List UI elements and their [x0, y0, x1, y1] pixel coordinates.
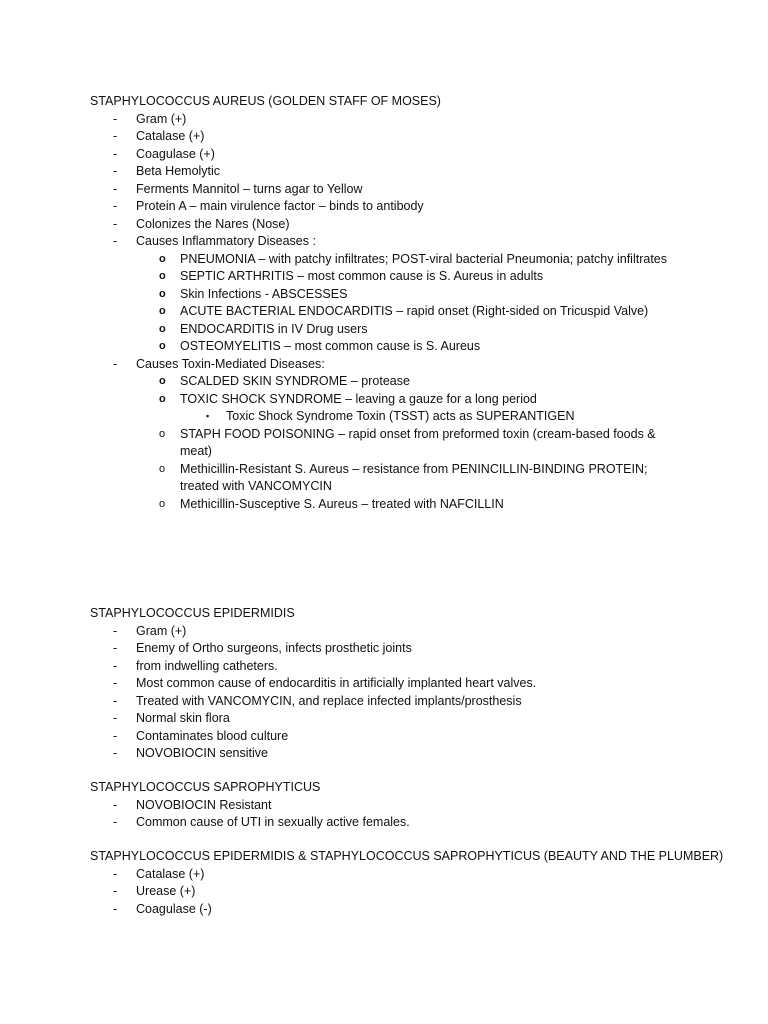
dash-bullet: - — [113, 181, 118, 196]
dash-bullet: - — [113, 746, 118, 760]
circle-bullet: o — [159, 462, 166, 475]
dash-bullet: - — [113, 623, 118, 638]
dash-bullet: - — [113, 641, 118, 655]
sub-list-item — [90, 303, 750, 321]
sub-list-item-text: SCALDED SKIN SYNDROME – protease — [180, 374, 410, 388]
circle-bullet: o — [159, 252, 166, 265]
list-item-text: Causes Inflammatory Diseases : — [136, 234, 316, 248]
list-item-text: Beta Hemolytic — [136, 164, 221, 178]
sub-list-item-text: Methicillin-Resistant S. Aureus – resistance from PENINCILLIN-BINDING PROTEIN; treated with VANCOMYCIN — [180, 461, 648, 493]
circle-bullet: o — [159, 305, 166, 317]
sub-list-item — [90, 286, 750, 304]
list-item-text: Normal skin flora — [136, 711, 230, 725]
list-item — [90, 728, 750, 746]
sub-list-item-text: SEPTIC ARTHRITIS – most common cause is S. Aureus in adults — [180, 269, 544, 283]
section-heading: STAPHYLOCOCCUS SAPROPHYTICUS — [90, 780, 321, 794]
sub-list-item — [90, 496, 750, 514]
section-s-aureus — [90, 93, 750, 513]
list-item-text: Urease (+) — [136, 884, 196, 898]
sub-list-item — [90, 461, 750, 496]
sub-list-item-text: OSTEOMYELITIS – most common cause is S. Aureus — [180, 339, 481, 353]
dash-bullet: - — [113, 728, 118, 743]
list-item — [90, 883, 750, 901]
sub-sub-list-item — [90, 408, 750, 426]
list-item-text: Coagulase (+) — [136, 146, 215, 161]
circle-bullet: o — [159, 497, 166, 510]
list-item — [90, 111, 750, 129]
section-s-epidermidis — [90, 605, 750, 763]
square-bullet: ▪ — [206, 411, 210, 421]
list-item-text: Colonizes the Nares (Nose) — [136, 216, 290, 231]
list-item-text: Enemy of Ortho surgeons, infects prosthetic joints — [136, 641, 412, 655]
circle-bullet: o — [159, 392, 166, 405]
dash-bullet: - — [113, 676, 118, 690]
list-item-text: NOVOBIOCIN Resistant — [136, 797, 272, 812]
sub-list-item — [90, 373, 750, 391]
dash-bullet: - — [113, 234, 118, 248]
list-item-text: Causes Toxin-Mediated Diseases: — [136, 356, 325, 371]
list-item — [90, 356, 750, 374]
section-heading: STAPHYLOCOCCUS AUREUS (GOLDEN STAFF OF MOSES) — [90, 94, 441, 108]
dash-bullet: - — [113, 146, 118, 161]
list-item-text: Coagulase (-) — [136, 901, 212, 916]
dash-bullet: - — [113, 356, 118, 371]
list-item — [90, 797, 750, 815]
list-item — [90, 216, 750, 234]
circle-bullet: o — [159, 427, 166, 440]
list-item — [90, 163, 750, 181]
list-item — [90, 128, 750, 146]
circle-bullet: o — [159, 270, 166, 282]
dash-bullet: - — [113, 216, 118, 231]
dash-bullet: - — [113, 884, 118, 898]
bullet-list — [90, 866, 750, 919]
dash-bullet: - — [113, 199, 118, 213]
list-item-text: Most common cause of endocarditis in artificially implanted heart valves. — [136, 676, 537, 690]
list-item — [90, 198, 750, 216]
sub-list-item-text: ENDOCARDITIS in IV Drug users — [180, 321, 368, 336]
section-combined — [90, 848, 750, 918]
bullet-list — [90, 797, 750, 832]
sub-list-item — [90, 391, 750, 409]
sub-list-item — [90, 338, 750, 356]
sub-sub-list-item-text: Toxic Shock Syndrome Toxin (TSST) acts as SUPERANTIGEN — [226, 409, 575, 423]
dash-bullet: - — [113, 111, 118, 126]
circle-bullet: o — [159, 340, 166, 352]
list-item-text: Gram (+) — [136, 623, 187, 638]
list-item — [90, 658, 750, 676]
list-item-text: NOVOBIOCIN sensitive — [136, 746, 268, 760]
circle-bullet: o — [159, 322, 166, 335]
section-heading: STAPHYLOCOCCUS EPIDERMIDIS & STAPHYLOCOCCUS SAPROPHYTICUS (BEAUTY AND THE PLUMBER) — [90, 849, 724, 863]
bullet-list — [90, 623, 750, 763]
dash-bullet: - — [113, 693, 118, 708]
list-item — [90, 745, 750, 763]
dash-bullet: - — [113, 711, 118, 725]
list-item-text: Catalase (+) — [136, 866, 205, 881]
sub-list-item-text: ACUTE BACTERIAL ENDOCARDITIS – rapid onset (Right-sided on Tricuspid Valve) — [180, 304, 649, 318]
dash-bullet: - — [113, 129, 118, 143]
list-item-text: Gram (+) — [136, 111, 187, 126]
list-item — [90, 233, 750, 251]
dash-bullet: - — [113, 658, 118, 673]
list-item-text: Protein A – main virulence factor – binds to antibody — [136, 199, 424, 213]
section-heading: STAPHYLOCOCCUS EPIDERMIDIS — [90, 606, 295, 620]
sub-list-item — [90, 268, 750, 286]
list-item-text: Common cause of UTI in sexually active females. — [136, 815, 410, 829]
list-item — [90, 866, 750, 884]
list-item — [90, 901, 750, 919]
sub-list-item-text: PNEUMONIA – with patchy infiltrates; POST-viral bacterial Pneumonia; patchy infiltrates — [180, 251, 667, 266]
sub-list-item-text: TOXIC SHOCK SYNDROME – leaving a gauze for a long period — [180, 391, 537, 406]
sub-list-item — [90, 251, 750, 269]
list-item-text: Catalase (+) — [136, 129, 205, 143]
sub-list-item-text: STAPH FOOD POISONING – rapid onset from preformed toxin (cream-based foods & meat) — [180, 426, 656, 458]
bullet-list — [90, 111, 750, 514]
circle-bullet: o — [159, 287, 166, 300]
list-item — [90, 623, 750, 641]
dash-bullet: - — [113, 866, 118, 881]
list-item-text: Ferments Mannitol – turns agar to Yellow — [136, 181, 363, 196]
list-item — [90, 146, 750, 164]
list-item — [90, 640, 750, 658]
sub-list-item-text: Methicillin-Susceptive S. Aureus – treated with NAFCILLIN — [180, 496, 504, 511]
circle-bullet: o — [159, 375, 166, 387]
sub-list-item — [90, 426, 750, 461]
list-item — [90, 693, 750, 711]
list-item — [90, 710, 750, 728]
list-item-text: Contaminates blood culture — [136, 728, 289, 743]
list-item — [90, 814, 750, 832]
dash-bullet: - — [113, 815, 118, 829]
dash-bullet: - — [113, 901, 118, 916]
list-item-text: Treated with VANCOMYCIN, and replace infected implants/prosthesis — [136, 693, 522, 708]
dash-bullet: - — [113, 164, 118, 178]
list-item-text: from indwelling catheters. — [136, 658, 278, 673]
list-item — [90, 675, 750, 693]
list-item — [90, 181, 750, 199]
dash-bullet: - — [113, 797, 118, 812]
sub-list-item — [90, 321, 750, 339]
sub-list-item-text: Skin Infections - ABSCESSES — [180, 286, 348, 301]
section-s-saprophyticus — [90, 779, 750, 832]
